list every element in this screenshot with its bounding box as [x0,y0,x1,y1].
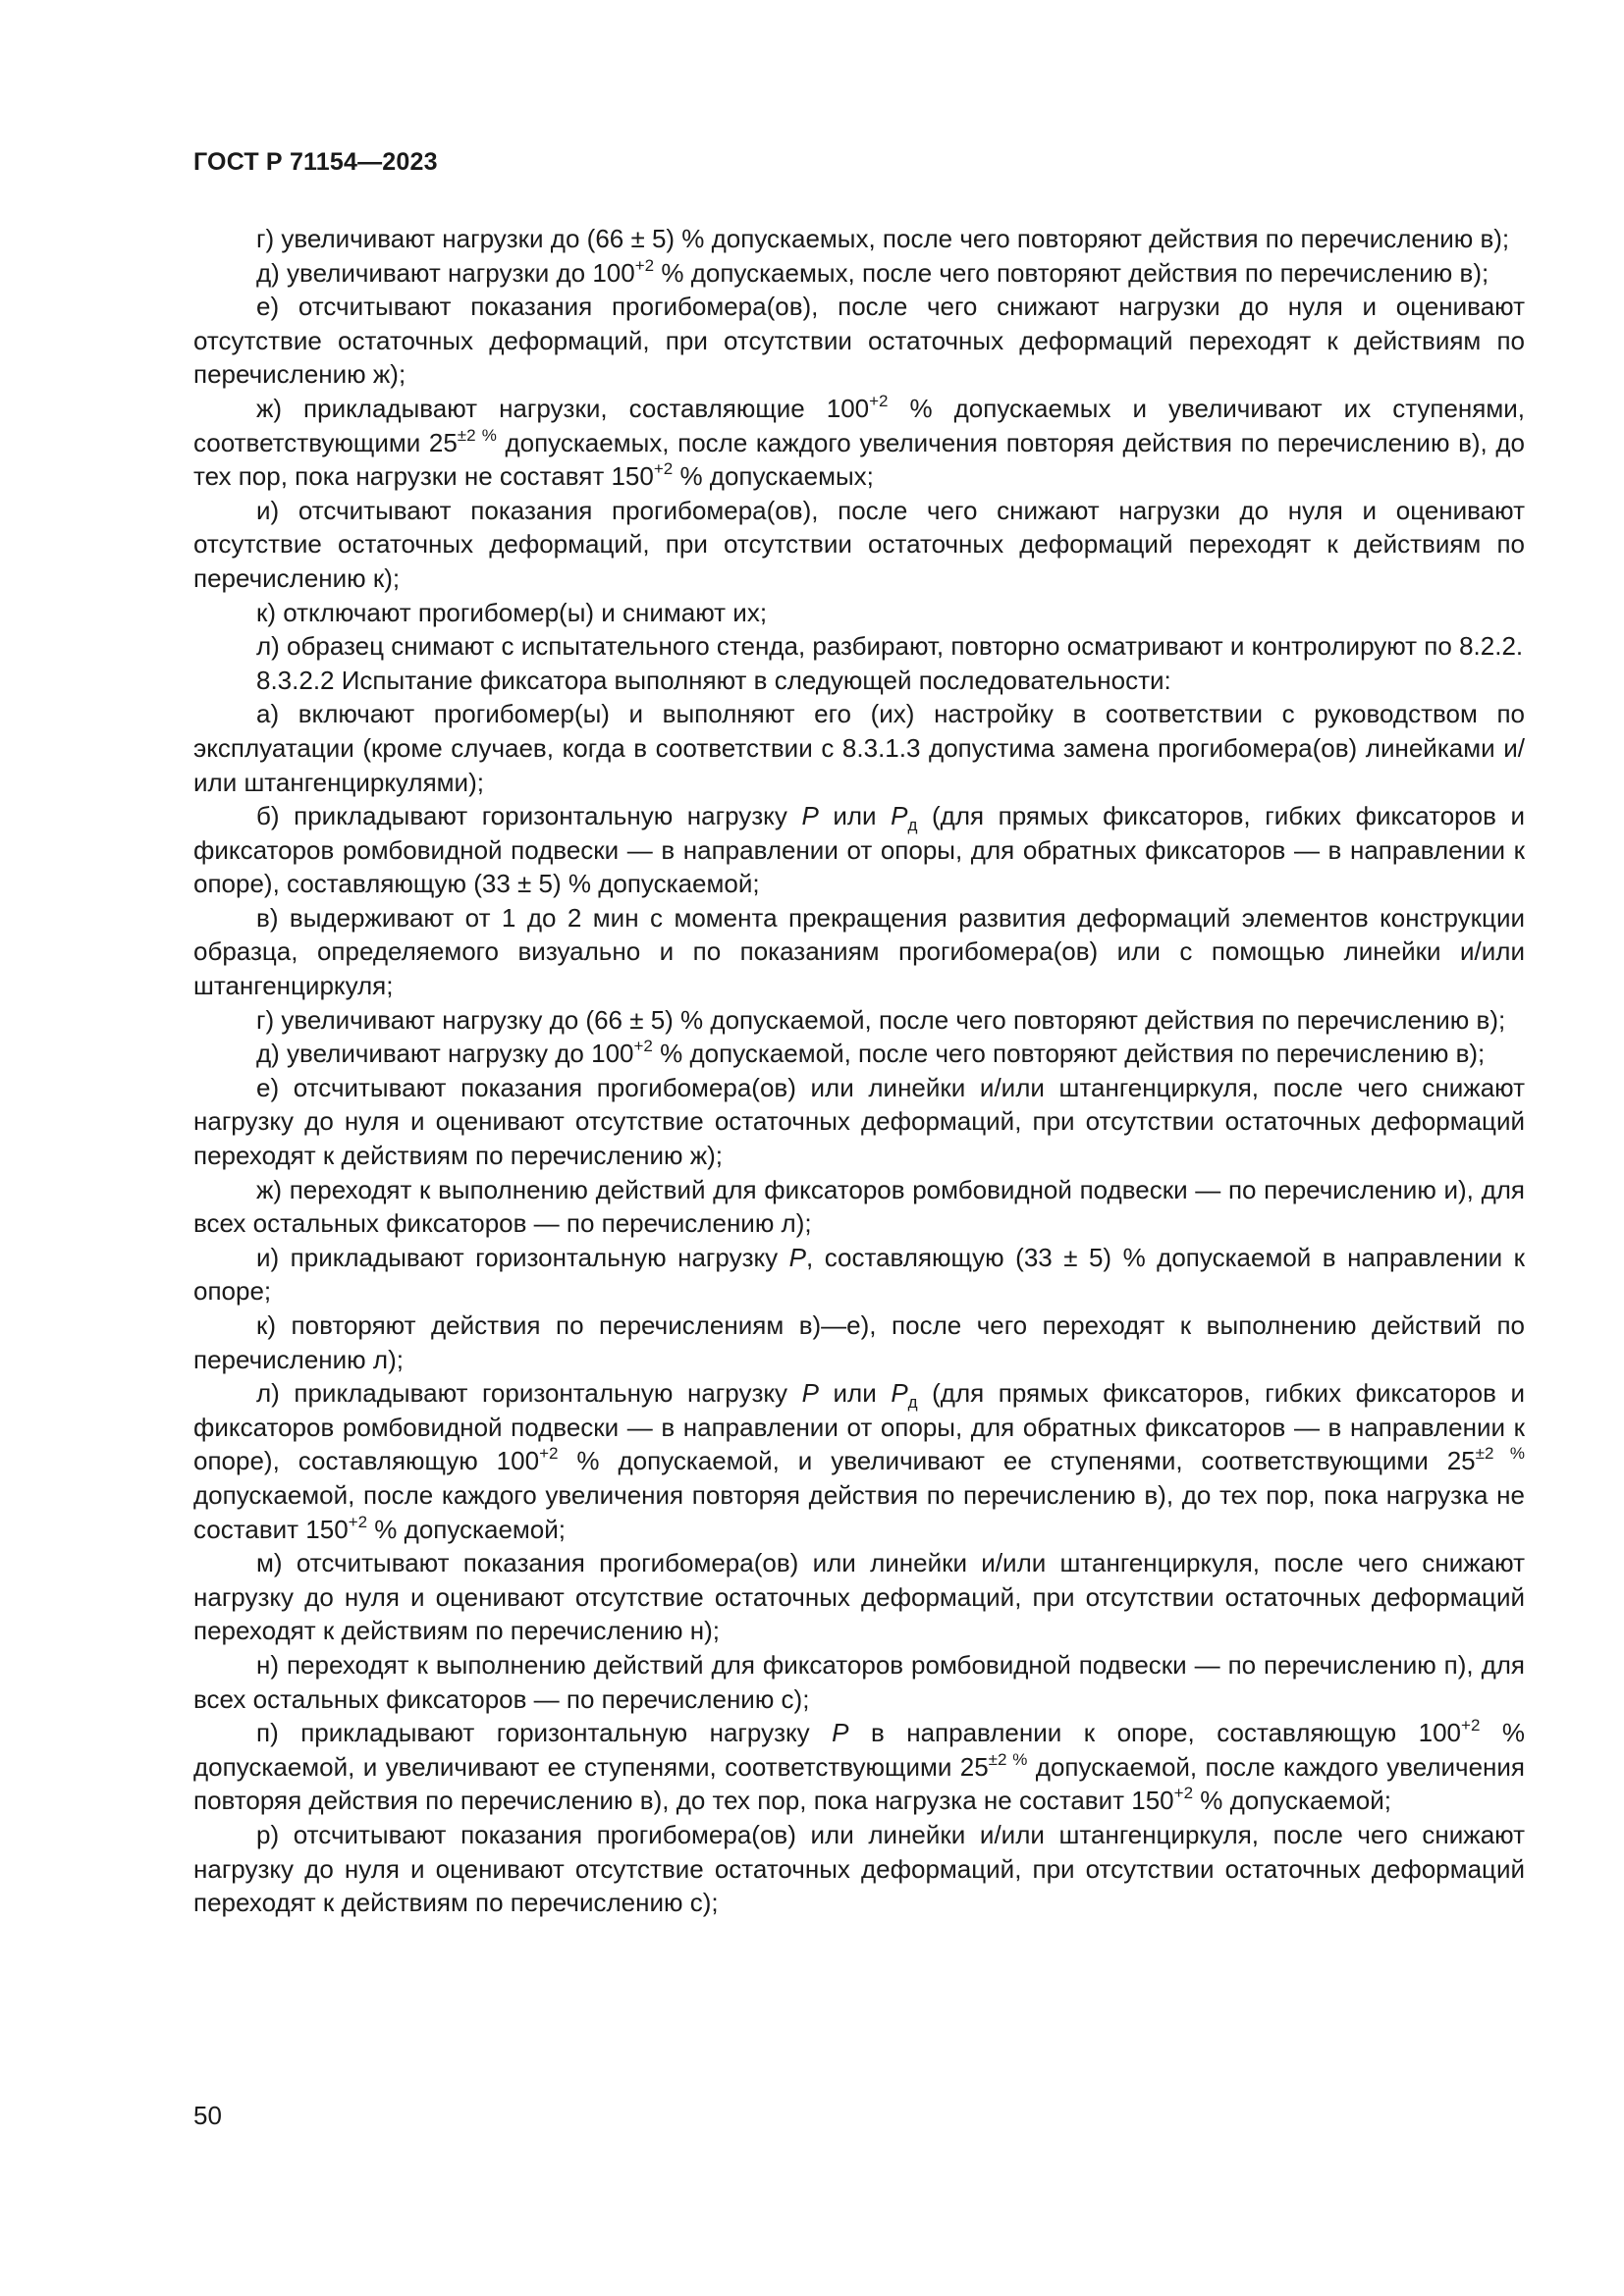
text-run: или [818,801,892,831]
subscript-index: д [907,1393,918,1413]
paragraph [193,1173,1525,1241]
text-run: в направлении к опоре, составляющую 100 [848,1718,1462,1748]
paragraph [193,1071,1525,1173]
text-run: и) отсчитывают показания прогибомера(ов), после чего снижают нагрузки до нуля и оценивают отсутствие остаточных деформаций, при отсутствии остаточных деформаций переходят к действиям по перечислению к); [193,495,1525,593]
paragraph [193,256,1525,291]
text-run: к) повторяют действия по перечислениям в)—е), после чего переходят к выполнению действий по перечислению л); [193,1310,1525,1374]
paragraph [193,664,1525,698]
load-symbol: P [788,1242,806,1272]
paragraph [193,697,1525,799]
superscript-tolerance: +2 [633,1037,653,1056]
paragraph [193,596,1525,630]
text-run: ж) прикладывают нагрузки, составляющие 100 [256,393,870,423]
text-run: или [818,1378,892,1409]
text-run: (для прямых фиксаторов, гибких фиксаторов и фиксаторов ромбовидной подвески — в направлении от опоры, для обратных фиксаторов — в направлении к опоре), составляющую 100 [193,1378,1525,1476]
subscript-index: д [907,816,918,835]
text-run: м) отсчитывают показания прогибомера(ов) или линейки и/или штангенциркуля, после чего снижают нагрузку до нуля и оценивают отсутствие остаточных деформаций, при отсутствии остаточных деформаций переходят к действиям по перечислению н); [193,1548,1525,1646]
text-run: д) увеличивают нагрузку до 100 [256,1039,634,1069]
text-run: е) отсчитывают показания прогибомера(ов), после чего снижают нагрузки до нуля и оценивают отсутствие остаточных деформаций, при отсутствии остаточных деформаций переходят к действиям по перечислению ж); [193,292,1525,390]
paragraph [193,629,1525,664]
superscript-tolerance: +2 [634,255,655,275]
superscript-tolerance: +2 [869,391,889,410]
text-run: , составляющую (33 ± 5) % допускаемой в направлении к опоре; [193,1242,1526,1307]
page-number: 50 [193,2101,222,2130]
text-run: г) увеличивают нагрузку до (66 ± 5) % допускаемой, после чего повторяют действия по перечислению в); [256,1004,1506,1035]
text-run: ж) переходят к выполнению действий для фиксаторов ромбовидной подвески — по перечислению и), для всех остальных фиксаторов — по перечислению л); [193,1174,1525,1239]
load-symbol: P [891,1378,908,1409]
text-run: р) отсчитывают показания прогибомера(ов) или линейки и/или штангенциркуля, после чего снижают нагрузку до нуля и оценивают отсутствие остаточных деформаций, при отсутствии остаточных деформаций переходят к действиям по перечислению с); [193,1819,1525,1918]
text-run: к) отключают прогибомер(ы) и снимают их; [256,597,768,627]
document-header: ГОСТ Р 71154—2023 [193,148,438,176]
superscript-tolerance: +2 [539,1444,559,1464]
paragraph [193,1241,1525,1308]
superscript-tolerance: ±2 % [457,425,497,445]
paragraph [193,1003,1525,1038]
load-symbol: P [891,801,908,831]
text-run: в) выдерживают от 1 до 2 мин с момента прекращения развития деформаций элементов конструкции образца, определяемого визуально и по показаниям прогибомера(ов) или с помощью линейки и/или штангенциркуля; [193,902,1525,1001]
paragraph [193,290,1525,392]
paragraph [193,1546,1525,1648]
text-run: допускаемых, после каждого увеличения повторяя действия по перечислению в), до тех пор, пока нагрузки не составят 150 [193,427,1526,492]
paragraph [193,1037,1525,1071]
text-run: л) образец снимают с испытательного стенда, разбирают, повторно осматривают и контролируют по 8.2.2. [256,631,1524,662]
text-run: % допускаемой, и увеличивают ее ступенями, соответствующими 25 [558,1446,1476,1476]
text-run: а) включают прогибомер(ы) и выполняют его (их) настройку в соответствии с руководством по эксплуатации (кроме случаев, когда в соответствии с 8.3.1.3 допустима замена прогибомера(ов) линейками и/или штангенциркулями); [193,699,1525,797]
text-run: % допускаемой, и увеличивают ее ступенями, соответствующими 25 [193,1718,1525,1782]
paragraph [193,222,1525,256]
text-run: (для прямых фиксаторов, гибких фиксаторов и фиксаторов ромбовидной подвески — в направлении от опоры, для обратных фиксаторов — в направлении к опоре), составляющую (33 ± 5) % допускаемой; [193,801,1525,899]
text-run: % допускаемой; [367,1514,567,1544]
paragraph [193,494,1525,596]
text-run: е) отсчитывают показания прогибомера(ов) или линейки и/или штангенциркуля, после чего снижают нагрузку до нуля и оценивают отсутствие остаточных деформаций, при отсутствии остаточных деформаций переходят к действиям по перечислению ж); [193,1072,1525,1171]
superscript-tolerance: +2 [1461,1716,1481,1735]
load-symbol: P [801,801,819,831]
superscript-tolerance: ±2 % [988,1749,1028,1769]
paragraph [193,1376,1525,1546]
document-body [193,222,1525,1920]
superscript-tolerance: +2 [348,1512,368,1531]
text-run: % допускаемой; [1193,1786,1391,1816]
paragraph [193,1818,1525,1920]
text-run: п) прикладывают горизонтальную нагрузку [256,1718,833,1748]
text-run: б) прикладывают горизонтальную нагрузку [256,801,802,831]
paragraph [193,1716,1525,1818]
paragraph [193,799,1525,901]
paragraph [193,1308,1525,1376]
text-run: г) увеличивают нагрузки до (66 ± 5) % допускаемых, после чего повторяют действия по перечислению в); [256,224,1510,253]
text-run: д) увеличивают нагрузки до 100 [256,257,635,288]
superscript-tolerance: ±2 % [1475,1444,1525,1464]
text-run: допускаемой, после каждого увеличения повторяя действия по перечислению в), до тех пор, пока нагрузка не составит 150 [193,1479,1525,1544]
superscript-tolerance: +2 [653,459,674,479]
load-symbol: P [801,1378,819,1409]
paragraph [193,901,1525,1003]
paragraph [193,1648,1525,1716]
paragraph [193,392,1525,494]
text-run: и) прикладывают горизонтальную нагрузку [256,1242,789,1272]
load-symbol: P [832,1718,849,1748]
text-run: допускаемой, после каждого увеличения повторяя действия по перечислению в), до тех пор, пока нагрузка не составит 150 [193,1751,1525,1816]
text-run: % допускаемых, после чего повторяют действия по перечислению в); [654,257,1489,288]
superscript-tolerance: +2 [1173,1784,1194,1803]
text-run: л) прикладывают горизонтальную нагрузку [256,1378,802,1409]
text-run: % допускаемых; [673,461,874,492]
text-run: % допускаемой, после чего повторяют действия по перечислению в); [652,1039,1486,1069]
text-run: 8.3.2.2 Испытание фиксатора выполняют в следующей последовательности: [256,665,1171,695]
text-run: н) переходят к выполнению действий для фиксаторов ромбовидной подвески — по перечислению п), для всех остальных фиксаторов — по перечислению с); [193,1649,1525,1714]
text-run: % допускаемых и увеличивают их ступенями, соответствующими 25 [193,393,1525,457]
